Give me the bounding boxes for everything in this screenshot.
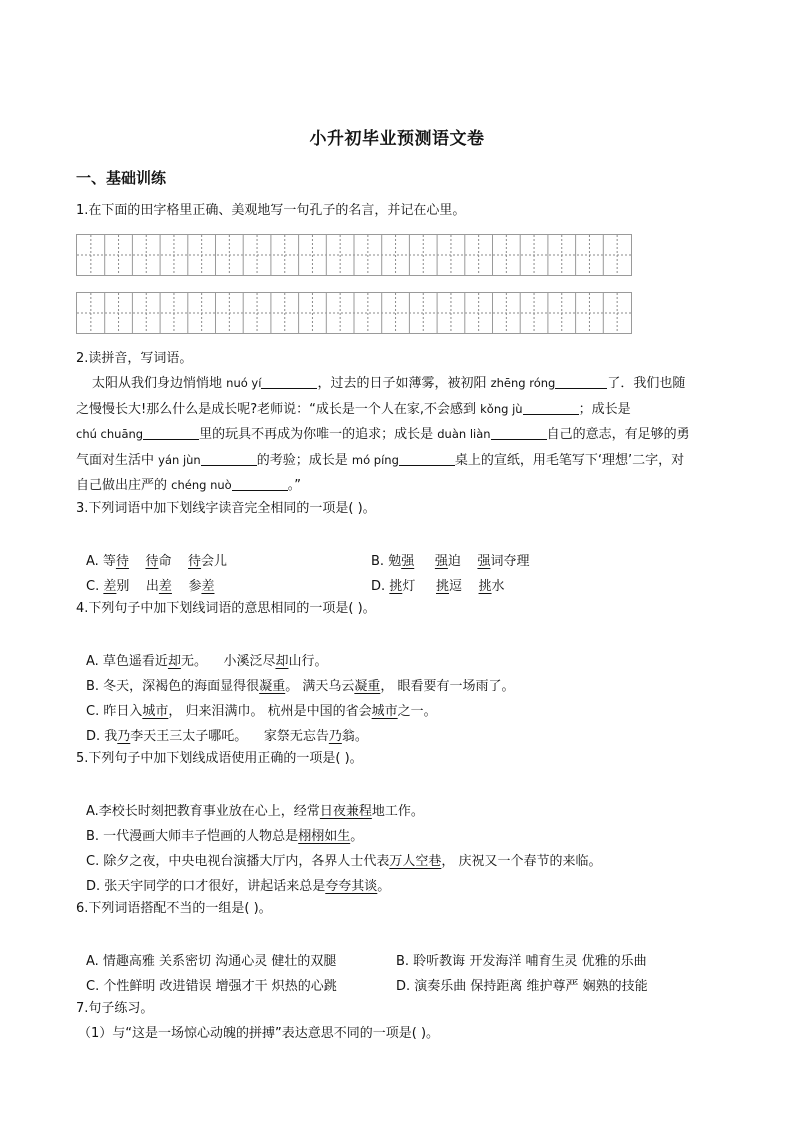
option-c[interactable]: C. 差别 出差 参差 xyxy=(86,579,215,594)
section-heading: 一、基础训练 xyxy=(76,169,167,187)
answer-blank[interactable] xyxy=(261,374,317,389)
option-b[interactable]: B. 一代漫画大师丰子恺画的人物总是栩栩如生。 xyxy=(86,829,364,844)
question-3-stem: 3.下列词语中加下划线字读音完全相同的一项是( )。 xyxy=(76,501,376,516)
option-a[interactable]: A. 情趣高雅 关系密切 沟通心灵 健壮的双腿 xyxy=(86,954,337,969)
pinyin: zhēng róng xyxy=(490,376,556,390)
answer-blank[interactable] xyxy=(399,451,455,466)
question-4-stem: 4.下列句子中加下划线词语的意思相同的一项是( )。 xyxy=(76,601,376,616)
passage-text: 自己做出庄严的 xyxy=(76,478,168,493)
page-title: 小升初毕业预测语文卷 xyxy=(309,129,485,149)
pinyin: duàn liàn xyxy=(437,427,491,441)
option-c[interactable]: C. 个性鲜明 改进错误 增强才干 炽热的心跳 xyxy=(86,979,337,994)
pinyin: chéng nuò xyxy=(171,478,232,492)
answer-blank[interactable] xyxy=(143,425,199,440)
passage-text: 自己的意志，有足够的勇 xyxy=(546,427,690,442)
question-5-stem: 5.下列句子中加下划线成语使用正确的一项是( )。 xyxy=(76,751,363,766)
option-a[interactable]: A. 草色遥看近却无。 小溪泛尽却山行。 xyxy=(86,654,328,669)
answer-blank[interactable] xyxy=(201,451,257,466)
option-d[interactable]: D. 我乃李天王三太子哪吒。 家祭无忘告乃翁。 xyxy=(86,729,368,744)
answer-blank[interactable] xyxy=(523,400,579,415)
question-2-passage-line4 xyxy=(76,448,722,474)
pinyin: yán jùn xyxy=(158,453,201,467)
passage-text: 了．我们也随 xyxy=(607,376,686,391)
option-b[interactable]: B. 勉强 强迫 强词夺理 xyxy=(371,554,530,569)
pinyin: chú chuāng xyxy=(76,427,144,441)
passage-text: 之慢慢长大!那么什么是成长呢?老师说：“成长是一个人在家,不会感到 xyxy=(76,402,476,417)
tianzige-grid xyxy=(77,293,633,335)
option-a[interactable]: A.李校长时刻把教育事业放在心上，经常日夜兼程地工作。 xyxy=(86,804,424,819)
option-c[interactable]: C. 昨日入城市， 归来泪满巾。 杭州是中国的省会城市之一。 xyxy=(86,704,437,719)
writing-grid-row-1[interactable] xyxy=(76,234,632,276)
answer-blank[interactable] xyxy=(555,374,607,389)
question-2-passage-line3 xyxy=(76,422,722,448)
question-7-sub1: （1）与“这是一场惊心动魄的拼搏”表达意思不同的一项是( )。 xyxy=(78,1026,440,1041)
answer-blank[interactable] xyxy=(232,476,288,491)
passage-text: 的考验；成长是 xyxy=(256,453,348,468)
question-2-passage-line2 xyxy=(76,397,722,423)
option-c[interactable]: C. 除夕之夜，中央电视台演播大厅内，各界人士代表万人空巷， 庆祝又一个春节的来临。 xyxy=(86,854,602,869)
passage-text: ；成长是 xyxy=(578,402,631,417)
option-d[interactable]: D. 挑灯 挑逗 挑水 xyxy=(371,579,505,594)
question-7-stem: 7.句子练习。 xyxy=(76,1001,154,1016)
question-1-stem: 1.在下面的田字格里正确、美观地写一句孔子的名言，并记在心里。 xyxy=(76,203,466,218)
passage-text: 太阳从我们身边悄悄地 xyxy=(92,376,223,391)
option-d[interactable]: D. 张天宇同学的口才很好，讲起话来总是夸夸其谈。 xyxy=(86,879,391,894)
pinyin: mó píng xyxy=(351,453,399,467)
option-b[interactable]: B. 聆听教诲 开发海洋 哺育生灵 优雅的乐曲 xyxy=(396,954,647,969)
passage-text: 桌上的宣纸，用毛笔写下‘理想’二字，对 xyxy=(454,453,685,468)
option-a[interactable]: A. 等待 待命 待会儿 xyxy=(86,554,228,569)
passage-text: ，过去的日子如薄雾，被初阳 xyxy=(317,376,487,391)
tianzige-grid xyxy=(77,235,633,277)
writing-grid-row-2[interactable] xyxy=(76,292,632,334)
pinyin: kǒng jù xyxy=(480,402,523,416)
answer-blank[interactable] xyxy=(491,425,547,440)
passage-text: 气面对生活中 xyxy=(76,453,155,468)
passage-text: 。” xyxy=(287,478,301,493)
question-6-stem: 6.下列词语搭配不当的一组是( )。 xyxy=(76,901,272,916)
pinyin: nuó yí xyxy=(226,376,262,390)
question-2-passage xyxy=(76,371,722,397)
question-2-stem: 2.读拼音，写词语。 xyxy=(76,351,193,366)
question-2-passage-line5 xyxy=(76,473,722,499)
passage-text: 里的玩具不再成为你唯一的追求；成长是 xyxy=(199,427,434,442)
option-b[interactable]: B. 冬天，深褐色的海面显得很凝重。 满天乌云凝重， 眼看要有一场雨了。 xyxy=(86,679,515,694)
option-d[interactable]: D. 演奏乐曲 保持距离 维护尊严 娴熟的技能 xyxy=(396,979,648,994)
